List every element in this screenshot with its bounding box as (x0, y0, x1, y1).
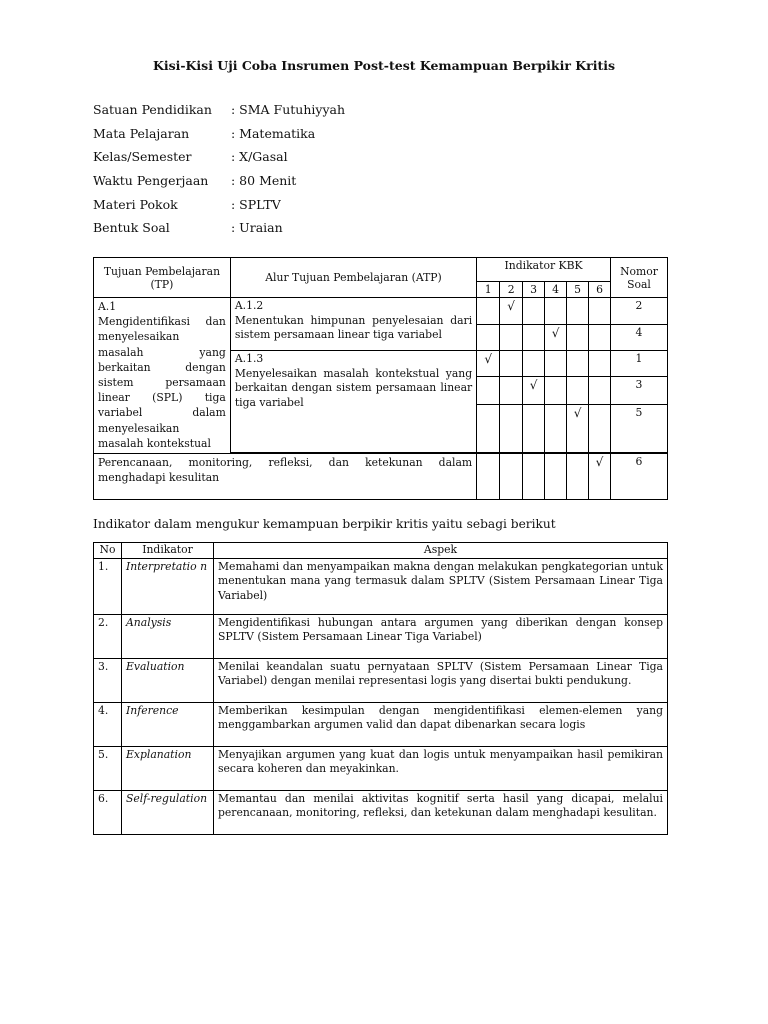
kbk-col-header: 2 (500, 282, 523, 298)
kbk-cell (589, 325, 611, 351)
kbk-cell (545, 454, 567, 500)
row-no: 6. (94, 790, 122, 834)
row-indikator: Analysis (122, 614, 214, 658)
table-row (94, 702, 668, 746)
kbk-cell (500, 377, 523, 405)
meta-value: : SMA Futuhiyyah (231, 102, 346, 117)
row-no: 5. (94, 746, 122, 790)
meta-label: Materi Pokok (93, 196, 178, 212)
header-atp: Alur Tujuan Pembelajaran (ATP) (230, 258, 476, 298)
kbk-cell (589, 405, 611, 453)
table-row (94, 746, 668, 790)
page-title: Kisi-Kisi Uji Coba Insrumen Post-test Kemampuan Berpikir Kritis (152, 58, 616, 73)
row-aspek: Menyajikan argumen yang kuat dan logis untuk menyampaikan hasil pemikiran secara koheren dan meyakinkan. (214, 746, 668, 790)
nomor-soal: 5 (610, 405, 667, 453)
tp-text: Mengidentifikasi dan menyelesaikan masalah yang berkaitan dengan sistem persamaan linear (SPL) tiga variabel dalam menyelesaikan masalah kontekstual (98, 315, 226, 450)
kbk-cell (589, 351, 611, 377)
meta-value: : Matematika (231, 125, 316, 141)
kbk-col-header: 1 (477, 282, 500, 298)
row-aspek: Menilai keandalan suatu pernyataan SPLTV (Sistem Persamaan Linear Tiga Variabel) dengan menilai representasi logis yang disertai bukti pendukung. (214, 658, 668, 702)
kbk-cell (500, 325, 523, 351)
kbk-cell (477, 405, 500, 453)
kbk-cell (523, 454, 545, 500)
header-indikator-kbk: Indikator KBK (477, 258, 611, 282)
atp-cell (230, 351, 476, 453)
kbk-cell (500, 351, 523, 377)
kbk-cell (500, 454, 523, 500)
atp-cell (230, 298, 476, 351)
kbk-cell (500, 405, 523, 453)
atp-code: A.1.3 (234, 352, 264, 365)
kbk-col-header: 4 (545, 282, 567, 298)
kbk-cell (545, 377, 567, 405)
row-indikator: Inference (122, 702, 214, 746)
meta-row (93, 173, 345, 197)
kbk-cell (523, 405, 545, 453)
header-nomor-soal: Nomor Soal (610, 258, 667, 298)
atp-text: Menyelesaikan masalah kontekstual yang berkaitan dengan sistem persamaan linear tiga variabel (234, 366, 473, 409)
kbk-cell (545, 405, 567, 453)
atp-code: A.1.2 (234, 299, 264, 312)
kbk-cell (523, 325, 545, 351)
meta-value: : SPLTV (231, 196, 281, 212)
kbk-cell (477, 325, 500, 351)
row-aspek: Mengidentifikasi hubungan antara argumen yang diberikan dengan konsep SPLTV (Sistem Persamaan Linear Tiga Variabel) (214, 614, 668, 658)
indicator-heading: Indikator dalam mengukur kemampuan berpikir kritis yaitu sebagi berikut (93, 517, 556, 531)
metacognition-cell: Perencanaan, monitoring, refleksi, dan ketekunan dalam menghadapi kesulitan (94, 454, 477, 500)
kbk-cell (567, 325, 589, 351)
row-no: 2. (94, 614, 122, 658)
meta-label: Waktu Pengerjaan (93, 173, 209, 189)
kbk-cell (477, 377, 500, 405)
kbk-cell (567, 377, 589, 405)
row-aspek: Memberikan kesimpulan dengan mengidentifikasi elemen-elemen yang menggambarkan argumen valid dan dapat dibenarkan secara logis (214, 702, 668, 746)
check-mark: √ (589, 454, 611, 500)
table-row (94, 790, 668, 834)
kbk-cell (545, 351, 567, 377)
check-mark: √ (523, 377, 545, 405)
table-row (94, 658, 668, 702)
meta-row (93, 197, 345, 221)
row-no: 3. (94, 658, 122, 702)
row-indikator: Evaluation (122, 658, 214, 702)
header-aspek: Aspek (214, 543, 668, 559)
meta-label: Kelas/Semester (93, 149, 192, 165)
nomor-soal: 3 (610, 377, 667, 405)
meta-label: Mata Pelajaran (93, 125, 190, 141)
nomor-soal: 4 (610, 325, 667, 351)
kbk-col-header: 5 (567, 282, 589, 298)
meta-value: : X/Gasal (231, 149, 288, 165)
document-meta (93, 102, 345, 244)
table-row (94, 558, 668, 614)
row-no: 1. (94, 558, 122, 614)
kbk-cell (477, 454, 500, 500)
meta-row (93, 220, 345, 244)
kbk-cell (589, 377, 611, 405)
tp-code: A.1 (98, 300, 117, 313)
meta-value: : Uraian (231, 220, 283, 236)
kbk-cell (523, 298, 545, 325)
meta-label: Satuan Pendidikan (93, 102, 212, 117)
nomor-soal: 6 (610, 454, 667, 500)
kbk-cell (589, 298, 611, 325)
row-no: 4. (94, 702, 122, 746)
kbk-col-header: 3 (523, 282, 545, 298)
check-mark: √ (545, 325, 567, 351)
row-indikator: Interpretatio n (122, 558, 214, 614)
nomor-soal: 2 (610, 298, 667, 325)
header-no: No (94, 543, 122, 559)
row-aspek: Memantau dan menilai aktivitas kognitif serta hasil yang dicapai, melalui perencanaan, monitoring, refleksi, dan ketekunan dalam menghadapi kesulitan. (214, 790, 668, 834)
row-indikator: Self-regulation (122, 790, 214, 834)
atp-text: Menentukan himpunan penyelesaian dari sistem persamaan linear tiga variabel (234, 313, 473, 341)
meta-label: Bentuk Soal (93, 220, 170, 236)
kbk-cell (567, 454, 589, 500)
check-mark: √ (477, 351, 500, 377)
table-row (94, 614, 668, 658)
kisi-kisi-table (93, 257, 668, 500)
row-indikator: Explanation (122, 746, 214, 790)
meta-row (93, 102, 345, 126)
row-aspek: Memahami dan menyampaikan makna dengan melakukan pengkategorian untuk menentukan mana yang termasuk dalam SPLTV (Sistem Persamaan Linear Tiga Variabel) (214, 558, 668, 614)
kbk-cell (567, 298, 589, 325)
check-mark: √ (500, 298, 523, 325)
meta-row (93, 149, 345, 173)
kbk-cell (523, 351, 545, 377)
kbk-cell (545, 298, 567, 325)
meta-value: : 80 Menit (231, 173, 297, 189)
nomor-soal: 1 (610, 351, 667, 377)
kbk-cell (567, 351, 589, 377)
indicator-table (93, 542, 668, 835)
header-tp: Tujuan Pembelajaran (TP) (94, 258, 231, 298)
kbk-cell (477, 298, 500, 325)
header-indikator: Indikator (122, 543, 214, 559)
check-mark: √ (567, 405, 589, 453)
kbk-col-header: 6 (589, 282, 611, 298)
meta-row (93, 126, 345, 150)
tp-cell (94, 298, 231, 454)
